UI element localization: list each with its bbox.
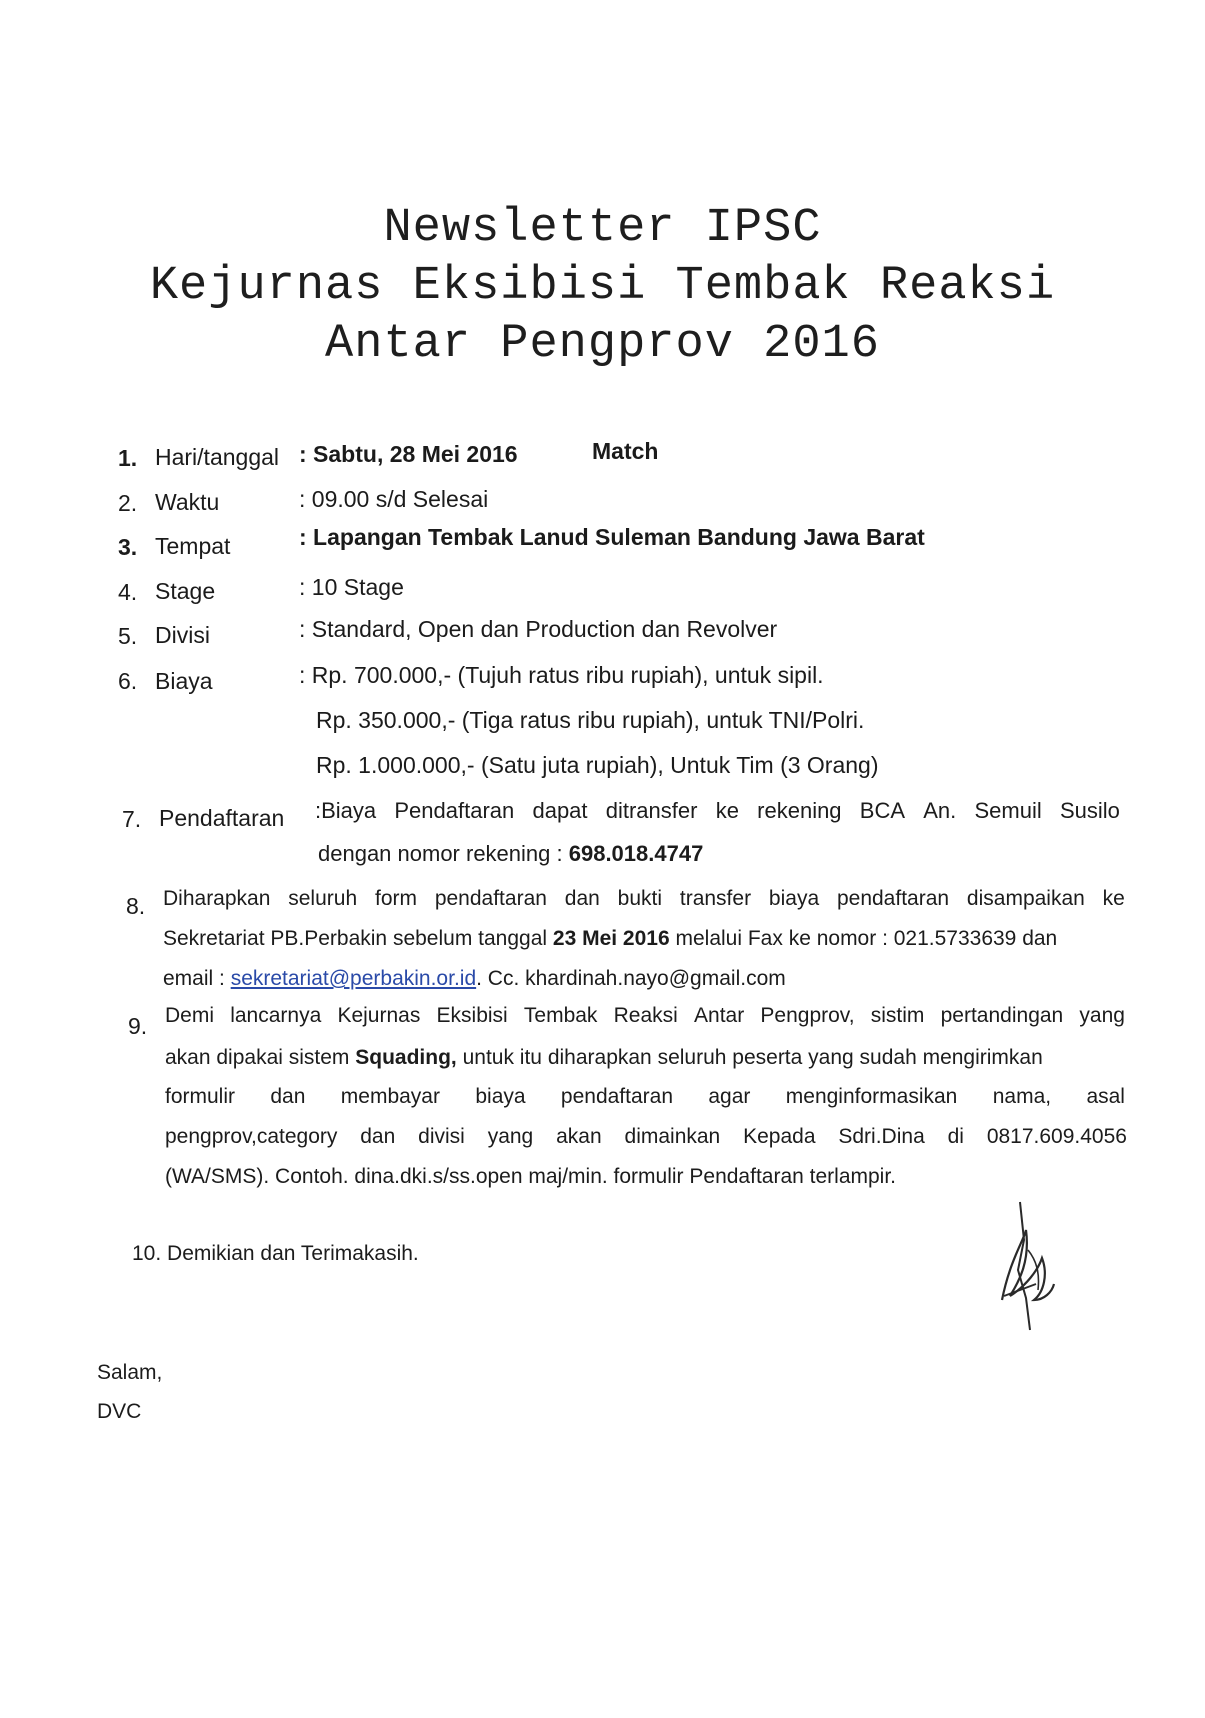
text: Sekretariat PB.Perbakin sebelum tanggal <box>163 927 553 950</box>
word: pendaftaran <box>836 887 950 910</box>
system-name: Squading, <box>355 1046 457 1069</box>
item-number: 5. <box>118 623 138 649</box>
word: menginformasikan <box>785 1085 958 1108</box>
word: Kepada <box>743 1125 816 1148</box>
item-number: 4. <box>118 579 138 605</box>
item-number: 10. <box>132 1242 162 1265</box>
item-9-line-1 <box>165 1005 1125 1026</box>
word: pertandingan <box>940 1004 1064 1027</box>
word: di <box>947 1125 964 1148</box>
account-text: dengan nomor rekening : <box>318 841 569 866</box>
word: pengprov,category <box>165 1125 338 1148</box>
word: rekening <box>757 798 842 823</box>
account-number: 698.018.4747 <box>568 841 704 866</box>
item-9-line-4 <box>165 1126 1127 1147</box>
word: divisi <box>418 1125 465 1148</box>
word: pendaftaran <box>560 1085 674 1108</box>
text: . Cc. khardinah.nayo@gmail.com <box>476 967 786 990</box>
word: akan <box>556 1125 602 1148</box>
email-link[interactable]: sekretariat@perbakin.or.id <box>230 967 477 990</box>
item-value: : Lapangan Tembak Lanud Suleman Bandung Jawa Barat <box>299 524 925 550</box>
word: bukti <box>617 887 663 910</box>
item-8-line-3 <box>163 968 786 989</box>
word: Eksibisi <box>436 1004 508 1027</box>
word: Tembak <box>523 1004 598 1027</box>
word: Pengprov, <box>760 1004 855 1027</box>
word: seluruh <box>288 887 358 910</box>
word: 0817.609.4056 <box>986 1125 1127 1148</box>
title-line-2: Kejurnas Eksibisi Tembak Reaksi <box>149 260 1056 313</box>
word: ke <box>1102 887 1125 910</box>
word: Diharapkan <box>163 887 271 910</box>
item-7-line-2 <box>318 843 703 865</box>
item-value: : Sabtu, 28 Mei 2016 <box>299 441 518 467</box>
item-value-3: Rp. 1.000.000,- (Satu juta rupiah), Untuk Tim (3 Orang) <box>316 752 879 778</box>
text: akan dipakai sistem <box>165 1046 356 1069</box>
word: sistim <box>870 1004 925 1027</box>
item-label: Biaya <box>155 668 213 694</box>
item-7-line-1 <box>315 800 1120 822</box>
item-9-line-5: (WA/SMS). Contoh. dina.dki.s/ss.open maj/min. formulir Pendaftaran terlampir. <box>165 1165 897 1188</box>
item-8-line-2 <box>163 928 1057 949</box>
word: lancarnya <box>230 1004 322 1027</box>
item-text: Demikian dan Terimakasih. <box>167 1242 419 1265</box>
word: transfer <box>679 887 752 910</box>
word: biaya <box>768 887 820 910</box>
item-number: 1. <box>118 445 138 471</box>
item-number: 6. <box>118 668 138 694</box>
item-value: : 09.00 s/d Selesai <box>299 486 489 512</box>
item-label: Waktu <box>155 489 220 515</box>
word: Antar <box>694 1004 745 1027</box>
text: email : <box>163 967 231 990</box>
word: biaya <box>475 1085 526 1108</box>
word: An. <box>923 798 957 823</box>
item-value: : 10 Stage <box>299 574 404 600</box>
word: pendaftaran <box>434 887 547 910</box>
item-value: : Rp. 700.000,- (Tujuh ratus ribu rupiah), untuk sipil. <box>299 662 824 688</box>
word: formulir <box>165 1085 236 1108</box>
word: Susilo <box>1059 798 1120 823</box>
item-9-line-3 <box>165 1086 1125 1107</box>
word: dapat <box>532 798 588 823</box>
title-line-3: Antar Pengprov 2016 <box>325 318 880 371</box>
item-value-2: Rp. 350.000,- (Tiga ratus ribu rupiah), untuk TNI/Polri. <box>316 707 865 733</box>
item-value: : Standard, Open dan Production dan Revolver <box>299 616 778 642</box>
item-number: 3. <box>118 534 138 560</box>
item-label: Divisi <box>155 622 210 648</box>
word: dan <box>270 1085 306 1108</box>
text: melalui Fax ke nomor : 021.5733639 dan <box>669 927 1058 950</box>
word: Semuil <box>974 798 1042 823</box>
word: Sdri.Dina <box>838 1125 925 1148</box>
item-9-line-2 <box>165 1047 1043 1068</box>
item-label: Tempat <box>155 533 231 559</box>
handwritten-signature <box>990 1200 1070 1340</box>
word: dan <box>360 1125 396 1148</box>
title-line-1: Newsletter IPSC <box>383 202 822 255</box>
word: ke <box>715 798 739 823</box>
word: ditransfer <box>605 798 698 823</box>
word: yang <box>1079 1004 1125 1027</box>
deadline-date: 23 Mei 2016 <box>552 927 670 950</box>
closing-sender: DVC <box>97 1400 142 1423</box>
item-8-line-1 <box>163 888 1125 909</box>
word: Reaksi <box>613 1004 678 1027</box>
closing-salam: Salam, <box>97 1361 163 1384</box>
item-label: Stage <box>155 578 216 604</box>
word: Demi <box>165 1004 215 1027</box>
item-10 <box>132 1243 419 1264</box>
item-number: 9. <box>128 1013 148 1039</box>
word: yang <box>487 1125 534 1148</box>
word: membayar <box>340 1085 440 1108</box>
item-number: 2. <box>118 490 138 516</box>
word: nama, <box>992 1085 1052 1108</box>
word: asal <box>1086 1085 1125 1108</box>
item-number: 8. <box>126 893 146 919</box>
word: dan <box>564 887 600 910</box>
word: dimainkan <box>624 1125 721 1148</box>
word: agar <box>708 1085 751 1108</box>
item-label: Hari/tanggal <box>155 444 280 470</box>
item-number: 7. <box>122 806 142 832</box>
item-extra: Match <box>592 438 659 464</box>
text: untuk itu diharapkan seluruh peserta yang sudah mengirimkan <box>456 1046 1043 1069</box>
item-label: Pendaftaran <box>159 805 285 831</box>
word: form <box>374 887 417 910</box>
word: :Biaya <box>315 798 377 823</box>
word: Pendaftaran <box>394 798 515 823</box>
word: BCA <box>859 798 906 823</box>
word: disampaikan <box>966 887 1085 910</box>
word: Kejurnas <box>337 1004 421 1027</box>
